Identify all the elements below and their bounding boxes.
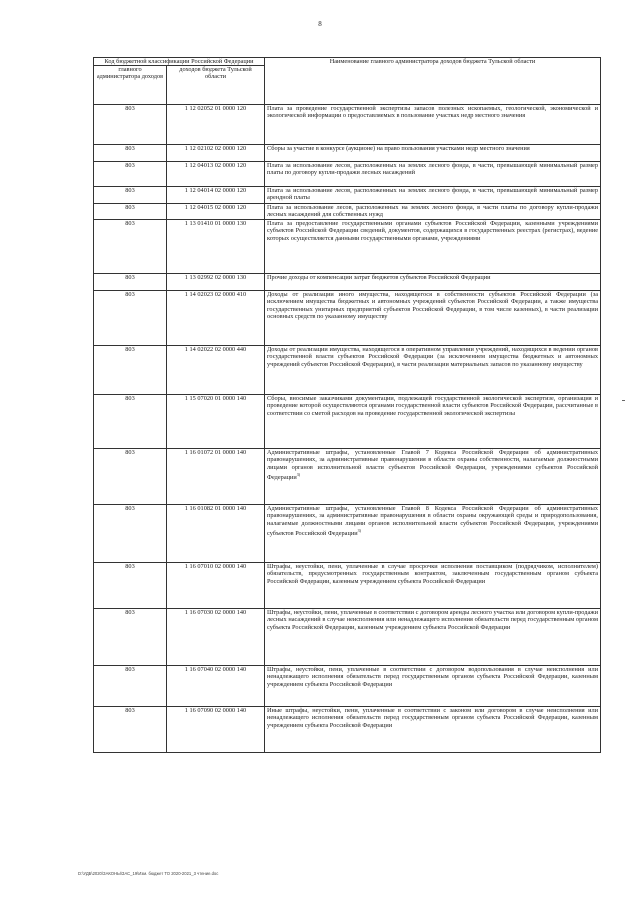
description-text: Плата за предоставление государственными органами субъектов Российской Федерации, казенными учреждениями субъектов Российской Федерации сведений, документов, содержащихся в государственных реестрах (регистрах), ведение которых осуществляется данными государственными органами, учреждениями — [267, 220, 598, 242]
description-cell — [265, 563, 601, 609]
description-text: Доходы от реализации имущества, находящегося в оперативном управлении учреждений, находящихся в ведении органов государственной власти субъектов Российской Федерации (за исключением имущества бюджетных и автономных учреждений субъектов Российской Федерации), в части реализации материальных запасов по указанному имуществу — [267, 346, 598, 368]
description-text: Сборы, вносимые заказчиками документации, подлежащей государственной экологической экспертизе, организация и проведение которой осуществляются органами государственной власти субъектов Российской Федерации, рассчитанные в соответствии со сметой расходов на проведение государственной экологической экспертизы — [267, 395, 598, 417]
description-text: Штрафы, неустойки, пени, уплаченные в соответствии с договором аренды лесного участка или договором купли-продажи лесных насаждений в случае неисполнения или ненадлежащего исполнения обязательств перед государственным органом субъекта Российской Федерации, казенным учреждением субъекта Российской Федерации — [267, 609, 598, 631]
admin-code-cell: 803 — [94, 204, 167, 220]
description-cell — [265, 666, 601, 707]
description-text: Штрафы, неустойки, пени, уплаченные в соответствии с договором водопользования в случае неисполнения или ненадлежащего исполнения обязательств перед государственным органом субъекта Российской Федерации, казенным учреждением субъекта Российской Федерации — [267, 666, 598, 688]
admin-code-cell: 803 — [94, 505, 167, 563]
income-code-cell: 1 12 02102 02 0000 120 — [167, 145, 265, 162]
description-text: Прочие доходы от компенсации затрат бюджетов субъектов Российской Федерации — [267, 274, 491, 282]
table-body — [94, 105, 601, 753]
description-cell — [265, 291, 601, 346]
admin-code-cell: 803 — [94, 145, 167, 162]
income-code-cell: 1 13 01410 01 0000 130 — [167, 220, 265, 274]
table-row — [94, 505, 601, 563]
income-code-cell: 1 16 07010 02 0000 140 — [167, 563, 265, 609]
admin-code-cell: 803 — [94, 274, 167, 291]
footnote-marker: 3) — [296, 471, 301, 477]
description-text: Плата за использование лесов, расположенных на землях лесного фонда, в части платы по договору купли-продажи лесных насаждений для собственных нужд — [267, 204, 598, 219]
admin-code-cell: 803 — [94, 162, 167, 187]
description-text: Административные штрафы, установленные Главой 8 Кодекса Российской Федерации об административных правонарушениях, за административные правонарушения в области охраны окружающей среды и природопользования, налагаемые должностными лицами органов исполнительной власти субъектов Российской Федерации, учреждениями субъектов Российской Федерации — [267, 505, 598, 537]
admin-code-cell: 803 — [94, 449, 167, 505]
table-row — [94, 346, 601, 395]
admin-code-cell: 803 — [94, 346, 167, 395]
description-cell — [265, 449, 601, 505]
table-row — [94, 187, 601, 204]
admin-code-cell: 803 — [94, 395, 167, 449]
income-code-cell: 1 16 01082 01 0000 140 — [167, 505, 265, 563]
income-code-cell: 1 12 04015 02 0000 120 — [167, 204, 265, 220]
income-code-cell: 1 13 02992 02 0000 130 — [167, 274, 265, 291]
description-cell — [265, 505, 601, 563]
income-code-cell: 1 12 04014 02 0000 120 — [167, 187, 265, 204]
description-cell — [265, 145, 601, 162]
income-column-header: доходов бюджета Тульской области — [167, 66, 265, 105]
table-row — [94, 395, 601, 449]
description-text: Плата за проведение государственной экспертизы запасов полезных ископаемых, геологической, экономической и экологической информации о предоставляемых в пользование участках недр местного значения — [267, 105, 598, 120]
description-cell — [265, 395, 601, 449]
description-text: Плата за использование лесов, расположенных на землях лесного фонда, в части, превышающей минимальный размер арендной платы — [267, 187, 598, 202]
description-cell — [265, 204, 601, 220]
description-cell — [265, 609, 601, 666]
description-cell — [265, 105, 601, 145]
table-row — [94, 666, 601, 707]
footnote-marker: 3) — [357, 527, 361, 533]
name-column-header: Наименование главного администратора доходов бюджета Тульской области — [265, 58, 601, 105]
footer-file-path: D:\УДБ\2020\ЗАКОНЫ\ЗАС_19\Изм. бюджет ТО 2020-2021_3 чтение.doc — [78, 871, 219, 876]
admin-column-header: главного администратора доходов — [94, 66, 167, 105]
page-number: 8 — [318, 20, 322, 28]
margin-mark — [622, 400, 625, 401]
table-row — [94, 274, 601, 291]
table-header-row — [94, 58, 601, 66]
description-text: Доходы от реализации иного имущества, находящегося в собственности субъектов Российской Федерации (за исключением имущества бюджетных и автономных учреждений субъектов Российской Федерации, а также имущества государственных унитарных предприятий субъектов Российской Федерации, в том числе казенных), в части реализации основных средств по указанному имуществу — [267, 291, 598, 320]
admin-code-cell: 803 — [94, 220, 167, 274]
description-text: Сборы за участие в конкурсе (аукционе) на право пользования участками недр местного значения — [267, 145, 530, 153]
income-code-cell: 1 12 04013 02 0000 120 — [167, 162, 265, 187]
income-code-cell: 1 16 01072 01 0000 140 — [167, 449, 265, 505]
income-code-cell: 1 16 07040 02 0000 140 — [167, 666, 265, 707]
description-cell — [265, 346, 601, 395]
admin-code-cell: 803 — [94, 707, 167, 753]
admin-code-cell: 803 — [94, 563, 167, 609]
table-row — [94, 105, 601, 145]
income-code-cell: 1 14 02023 02 0000 410 — [167, 291, 265, 346]
income-code-cell: 1 15 07020 01 0000 140 — [167, 395, 265, 449]
table-row — [94, 291, 601, 346]
table-row — [94, 162, 601, 187]
description-cell — [265, 187, 601, 204]
description-text: Иные штрафы, неустойки, пени, уплаченные в соответствии с законом или договором в случае неисполнения или ненадлежащего исполнения обязательств перед государственным органом субъекта Российской Федерации, казенным учреждением субъекта Российской Федерации — [267, 707, 598, 729]
description-cell — [265, 220, 601, 274]
income-code-cell: 1 16 07030 02 0000 140 — [167, 609, 265, 666]
description-text: Штрафы, неустойки, пени, уплаченные в случае просрочки исполнения поставщиком (подрядчиком, исполнителем) обязательств, предусмотренных государственным контрактом, заключенным государственным органом субъекта Российской Федерации, казенным учреждением субъекта Российской Федерации — [267, 563, 598, 585]
table-row — [94, 609, 601, 666]
income-code-cell: 1 16 07090 02 0000 140 — [167, 707, 265, 753]
admin-code-cell: 803 — [94, 609, 167, 666]
table-row — [94, 220, 601, 274]
admin-code-cell: 803 — [94, 291, 167, 346]
revenue-table — [93, 57, 601, 753]
admin-code-cell: 803 — [94, 666, 167, 707]
code-group-header: Код бюджетной классификации Российской Федерации — [94, 58, 265, 66]
table-row — [94, 707, 601, 753]
income-code-cell: 1 14 02022 02 0000 440 — [167, 346, 265, 395]
description-text: Административные штрафы, установленные Главой 7 Кодекса Российской Федерации об административных правонарушениях, за административные правонарушения в области охраны собственности, налагаемые должностными лицами органов исполнительной власти субъектов Российской Федерации, учреждениями субъектов Российской Федерации — [267, 449, 598, 481]
description-cell — [265, 707, 601, 753]
table-row — [94, 449, 601, 505]
table-row — [94, 145, 601, 162]
admin-code-cell: 803 — [94, 105, 167, 145]
admin-code-cell: 803 — [94, 187, 167, 204]
description-cell — [265, 162, 601, 187]
table-row — [94, 204, 601, 220]
description-cell — [265, 274, 601, 291]
table-row — [94, 563, 601, 609]
description-text: Плата за использование лесов, расположенных на землях лесного фонда, в части, превышающей минимальный размер платы по договору купли-продажи лесных насаждений — [267, 162, 598, 177]
income-code-cell: 1 12 02052 01 0000 120 — [167, 105, 265, 145]
